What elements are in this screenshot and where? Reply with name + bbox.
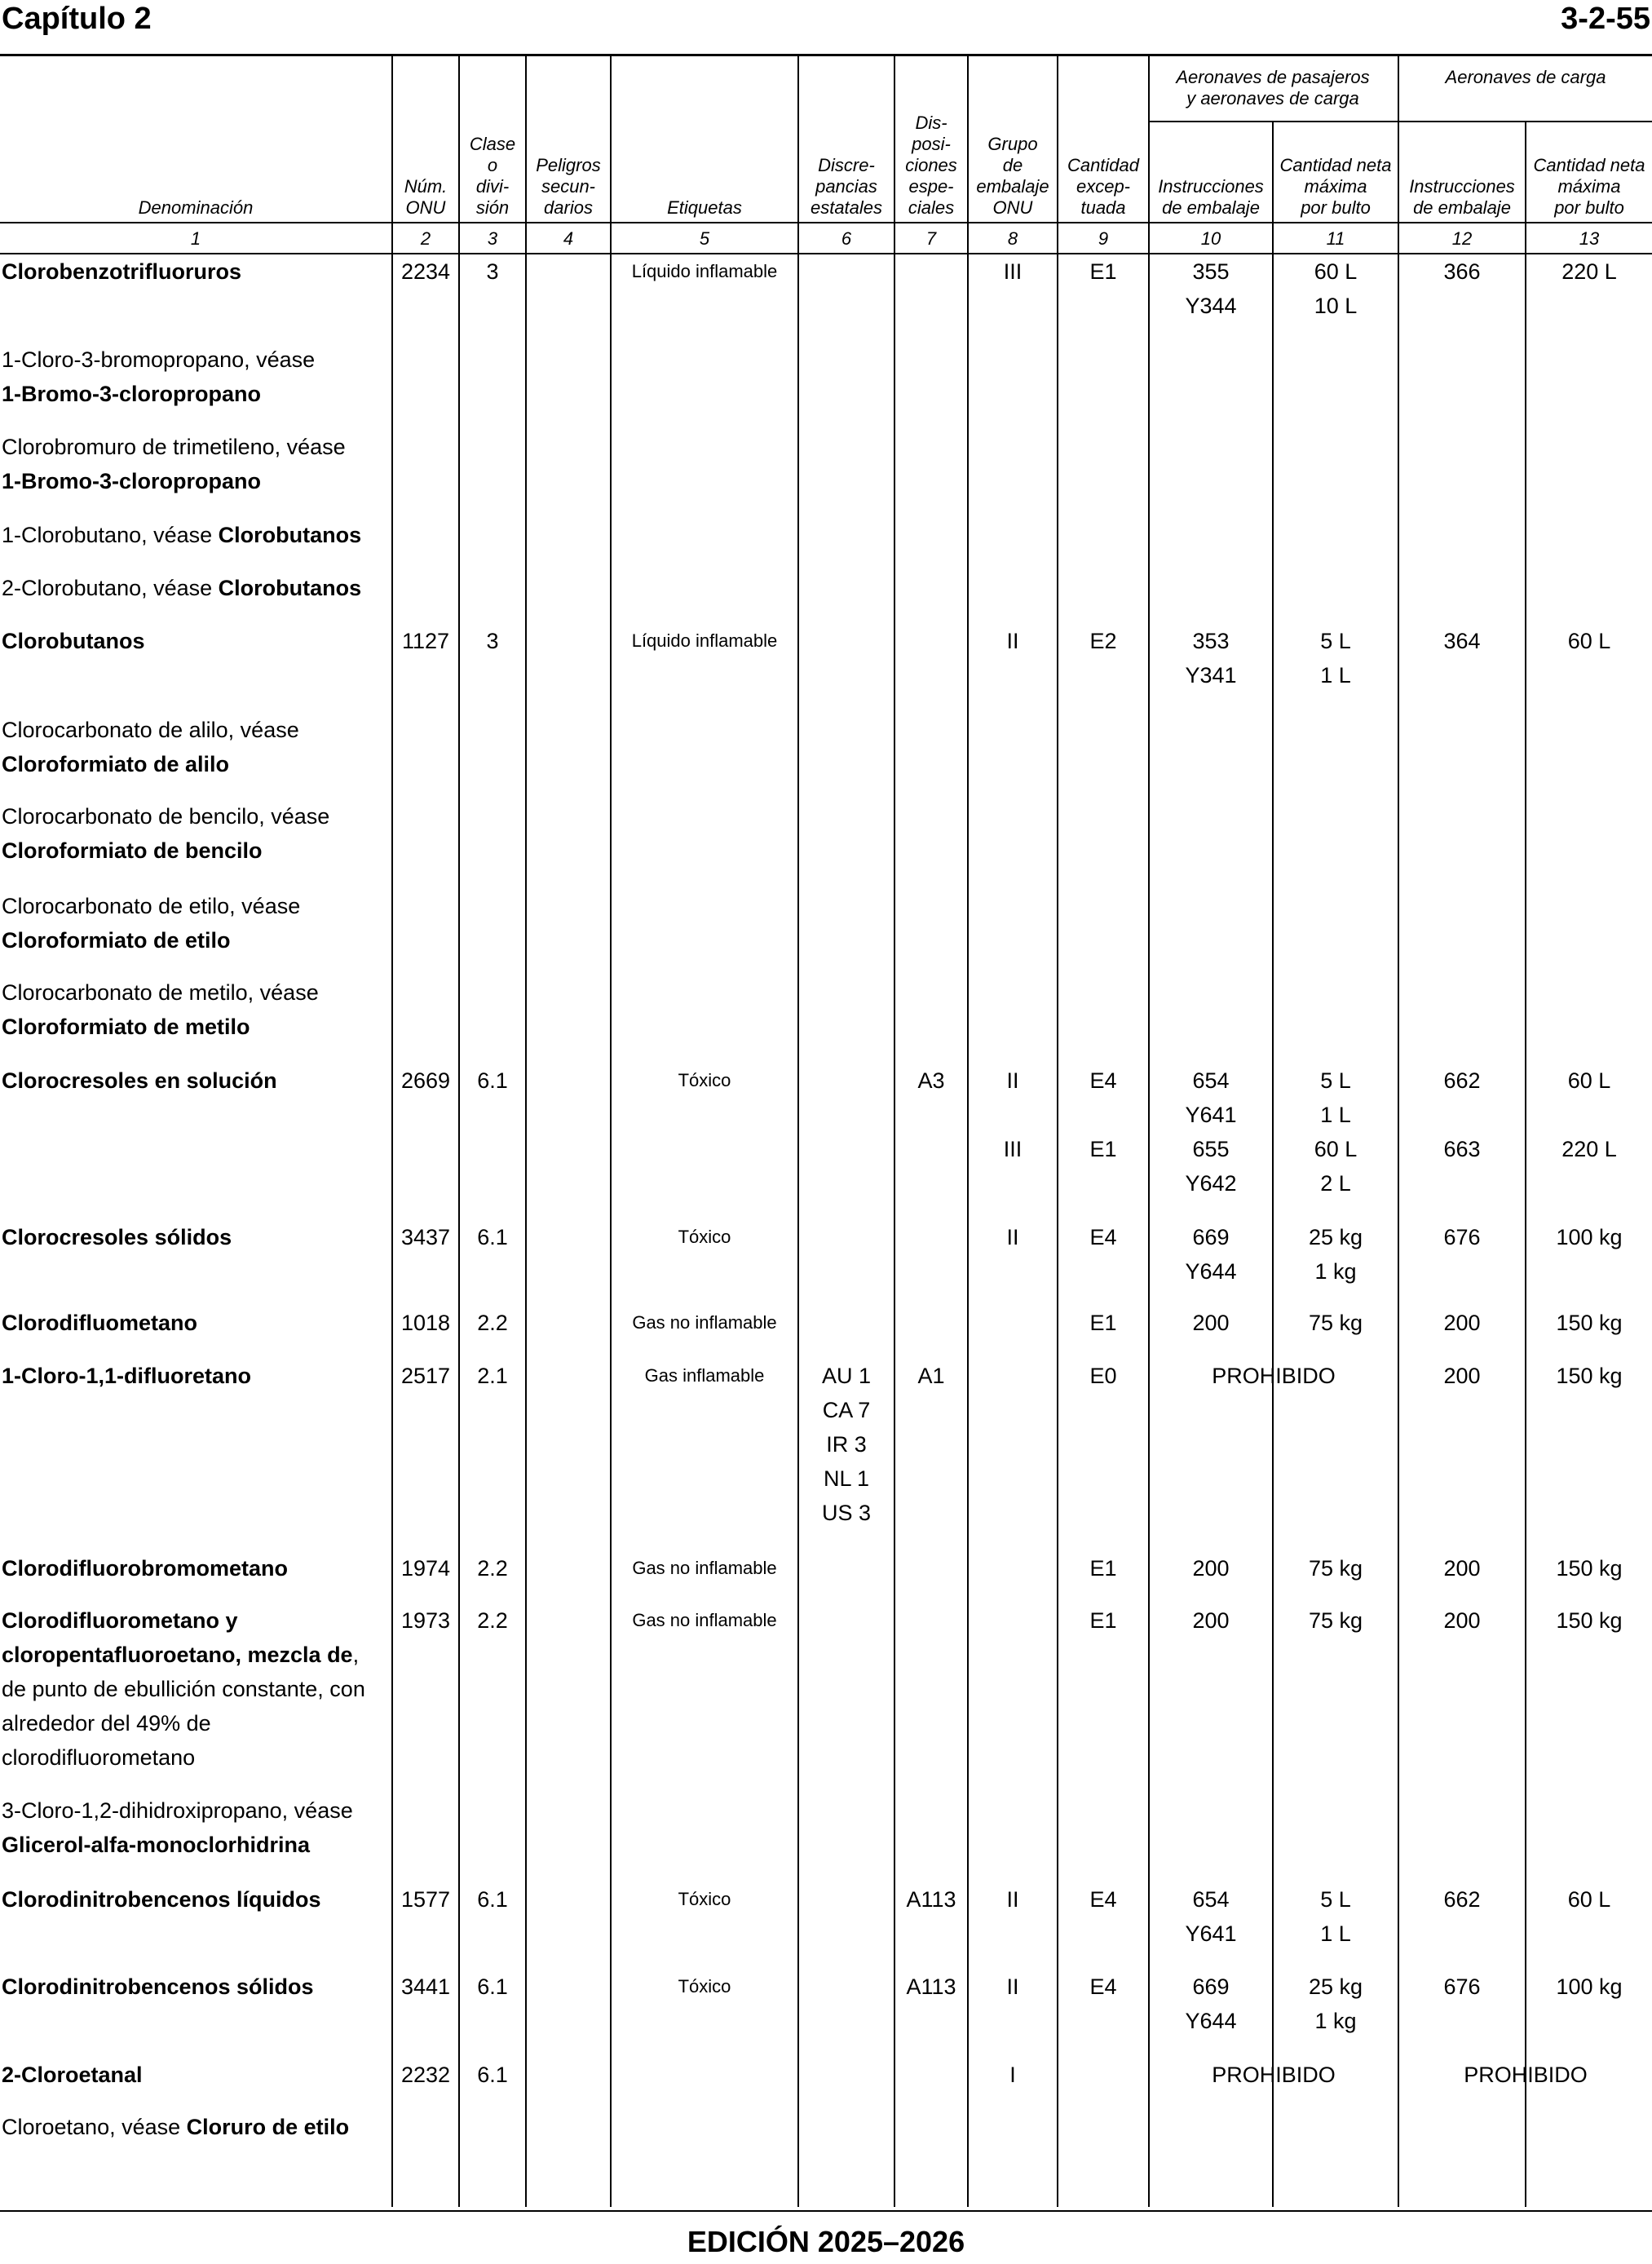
pi-pax: Y641 (1185, 1103, 1237, 1127)
pi-pax: Y641 (1185, 1921, 1237, 1946)
entry-name: Clorocresoles sólidos (2, 1225, 232, 1249)
entry-name: 2-Cloroetanal (2, 2063, 143, 2087)
excepted-qty: E1 (1089, 1556, 1117, 1581)
group-pax-cargo: Aeronaves de pasajeros y aeronaves de carga (1176, 67, 1370, 108)
cross-ref-target: Cloroformiato de etilo (2, 928, 231, 953)
qty-pax: 10 L (1314, 294, 1358, 318)
qty-cargo: 100 kg (1556, 1225, 1623, 1249)
cross-ref: Clorobromuro de trimetileno, véase (2, 435, 346, 459)
qty-cargo: 150 kg (1556, 1556, 1623, 1581)
qty-pax: 75 kg (1308, 1608, 1363, 1633)
pi-cargo: 662 (1443, 1887, 1481, 1912)
packing-group: III (1003, 1137, 1023, 1161)
cross-ref-target: Cloroformiato de bencilo (2, 838, 263, 863)
qty-pax: 25 kg (1308, 1974, 1363, 1999)
col-number: 5 (699, 228, 710, 249)
qty-pax: 1 kg (1314, 1259, 1357, 1284)
forbidden-pax: PROHIBIDO (1212, 2063, 1336, 2087)
cross-ref: 1-Cloro-3-bromopropano, véase (2, 347, 316, 372)
cross-ref-target: 1-Bromo-3-cloropropano (2, 469, 262, 493)
cross-ref-target: 1-Bromo-3-cloropropano (2, 382, 262, 406)
qty-pax: 5 L (1320, 629, 1351, 653)
pi-cargo: 663 (1443, 1137, 1481, 1161)
cross-ref-target: Cloroformiato de metilo (2, 1015, 250, 1039)
label: Gas no inflamable (632, 1610, 777, 1630)
qty-pax: 1 L (1320, 1103, 1351, 1127)
col-header-cantidad-exceptuada: Cantidad excep- tuada (1067, 155, 1140, 218)
packing-group: II (1006, 1068, 1019, 1093)
class: 6.1 (477, 1068, 508, 1093)
pi-cargo: 662 (1443, 1068, 1481, 1093)
col-header-discrepancias: Discre- pancias estatales (810, 155, 883, 218)
pi-pax: Y644 (1185, 1259, 1237, 1284)
qty-cargo: 60 L (1567, 1887, 1611, 1912)
col-header-un: Núm. ONU (404, 176, 448, 218)
col-header-cantidad-pax: Cantidad neta máxima por bulto (1279, 155, 1392, 218)
page-header (0, 0, 1652, 56)
col-header-grupo: Grupo de embalaje ONU (976, 134, 1049, 218)
state-variation: NL 1 (823, 1466, 870, 1491)
entry-name: cloropentafluoroetano, mezcla de, (2, 1643, 360, 1667)
chapter-title: Capítulo 2 (2, 2, 152, 36)
label: Tóxico (678, 1227, 731, 1247)
excepted-qty: E4 (1089, 1068, 1117, 1093)
cross-ref: Cloroetano, véase Cloruro de etilo (2, 2115, 350, 2139)
pi-cargo: 200 (1443, 1311, 1481, 1335)
excepted-qty: E1 (1089, 1311, 1117, 1335)
entry-name: Clorodifluorometano y (2, 1608, 238, 1633)
qty-pax: 1 L (1320, 663, 1351, 688)
un-number: 2517 (400, 1364, 451, 1388)
class: 2.2 (477, 1556, 508, 1581)
packing-group: II (1006, 1225, 1019, 1249)
excepted-qty: E4 (1089, 1887, 1117, 1912)
col-number: 13 (1579, 228, 1600, 249)
pi-cargo: 366 (1443, 259, 1481, 284)
un-number: 1127 (401, 629, 450, 653)
page-number: 3-2-55 (1561, 2, 1650, 36)
entry-description: alrededor del 49% de (2, 1711, 211, 1736)
un-number: 1577 (400, 1887, 451, 1912)
col-header-cantidad-cargo: Cantidad neta máxima por bulto (1533, 155, 1645, 218)
un-number: 1974 (400, 1556, 451, 1581)
col-header-disposiciones: Dis- posi- ciones espe- ciales (905, 113, 957, 218)
excepted-qty: E2 (1089, 629, 1117, 653)
pi-pax: 669 (1192, 1225, 1230, 1249)
state-variation: AU 1 (821, 1364, 872, 1388)
excepted-qty: E0 (1089, 1364, 1117, 1388)
qty-pax: 1 kg (1314, 2009, 1357, 2033)
cross-ref-target: Glicerol-alfa-monoclorhidrina (2, 1833, 311, 1857)
col-number: 3 (487, 228, 498, 249)
packing-group: II (1006, 1974, 1019, 1999)
pi-cargo: 364 (1443, 629, 1481, 653)
entry-name: Clorodifluorobromometano (2, 1556, 288, 1581)
qty-cargo: 220 L (1561, 259, 1617, 284)
state-variation: IR 3 (826, 1432, 867, 1457)
packing-group: I (1009, 2063, 1016, 2087)
col-number: 9 (1098, 228, 1109, 249)
cross-ref: Clorocarbonato de bencilo, véase (2, 804, 330, 829)
pi-pax: 654 (1192, 1887, 1230, 1912)
qty-pax: 5 L (1320, 1887, 1351, 1912)
group-cargo: Aeronaves de carga (1445, 67, 1606, 87)
packing-group: III (1003, 259, 1023, 284)
entry-description: de punto de ebullición constante, con (2, 1677, 365, 1701)
class: 3 (486, 259, 499, 284)
col-number: 11 (1326, 228, 1345, 249)
qty-pax: 60 L (1314, 1137, 1358, 1161)
un-number: 3437 (400, 1225, 451, 1249)
col-number: 10 (1200, 228, 1221, 249)
cross-ref: Clorocarbonato de alilo, véase (2, 718, 299, 742)
col-number: 12 (1451, 228, 1473, 249)
pi-pax: 353 (1192, 629, 1230, 653)
col-line (797, 55, 799, 2207)
pi-cargo: 200 (1443, 1364, 1481, 1388)
un-number: 1973 (400, 1608, 451, 1633)
special-provision: A3 (917, 1068, 945, 1093)
class: 2.1 (477, 1364, 508, 1388)
label: Tóxico (678, 1889, 731, 1909)
class: 6.1 (477, 1225, 508, 1249)
qty-cargo: 100 kg (1556, 1974, 1623, 1999)
excepted-qty: E1 (1089, 259, 1117, 284)
qty-cargo: 150 kg (1556, 1311, 1623, 1335)
qty-pax: 25 kg (1308, 1225, 1363, 1249)
excepted-qty: E1 (1089, 1137, 1117, 1161)
label: Gas no inflamable (632, 1312, 777, 1333)
un-number: 2232 (400, 2063, 451, 2087)
special-provision: A1 (917, 1364, 945, 1388)
col-header-instrucciones-cargo: Instrucciones de embalaje (1409, 176, 1515, 218)
pi-pax: 200 (1192, 1556, 1230, 1581)
cross-ref: Clorocarbonato de etilo, véase (2, 894, 301, 918)
col-header-peligros: Peligros secun- darios (536, 155, 601, 218)
col-header-denominacion: Denominación (138, 197, 254, 218)
col-number: 2 (420, 228, 431, 249)
col-number: 4 (563, 228, 574, 249)
edition-footer: EDICIÓN 2025–2026 (687, 2225, 965, 2258)
packing-group: II (1006, 629, 1019, 653)
qty-pax: 5 L (1320, 1068, 1351, 1093)
qty-cargo: 220 L (1561, 1137, 1617, 1161)
forbidden-pax: PROHIBIDO (1212, 1364, 1336, 1388)
col-header-clase: Clase o divi- sión (469, 134, 516, 218)
entry-name: Clorodifluometano (2, 1311, 197, 1335)
pi-cargo: 200 (1443, 1556, 1481, 1581)
table-bottom-rule (0, 2210, 1652, 2212)
cross-ref: 3-Cloro-1,2-dihidroxipropano, véase (2, 1798, 353, 1823)
pi-pax: Y644 (1185, 2009, 1237, 2033)
special-provision: A113 (906, 1974, 956, 1999)
cross-ref-target: Cloroformiato de alilo (2, 752, 230, 776)
col-number: 1 (190, 228, 201, 249)
class: 6.1 (477, 1974, 508, 1999)
qty-pax: 60 L (1314, 259, 1358, 284)
pi-pax: Y341 (1185, 663, 1237, 688)
excepted-qty: E4 (1089, 1974, 1117, 1999)
excepted-qty: E1 (1089, 1608, 1117, 1633)
forbidden-cargo: PROHIBIDO (1464, 2063, 1588, 2087)
class: 3 (486, 629, 499, 653)
pi-pax: 200 (1192, 1311, 1230, 1335)
label: Tóxico (678, 1976, 731, 1996)
label: Gas no inflamable (632, 1558, 777, 1578)
qty-pax: 75 kg (1308, 1556, 1363, 1581)
class: 2.2 (477, 1311, 508, 1335)
un-number: 2669 (400, 1068, 451, 1093)
label: Líquido inflamable (631, 630, 778, 651)
pi-pax: 655 (1192, 1137, 1230, 1161)
label: Gas inflamable (644, 1365, 765, 1386)
qty-pax: 1 L (1320, 1921, 1351, 1946)
entry-name: Clorocresoles en solución (2, 1068, 277, 1093)
excepted-qty: E4 (1089, 1225, 1117, 1249)
qty-pax: 2 L (1320, 1171, 1351, 1196)
special-provision: A113 (906, 1887, 956, 1912)
un-number: 3441 (400, 1974, 451, 1999)
entry-name: Clorobutanos (2, 629, 145, 653)
qty-cargo: 60 L (1567, 1068, 1611, 1093)
entry-name: Clorodinitrobencenos sólidos (2, 1974, 314, 1999)
col-number: 8 (1007, 228, 1018, 249)
class: 6.1 (477, 1887, 508, 1912)
pi-pax: Y344 (1185, 294, 1237, 318)
un-number: 2234 (400, 259, 451, 284)
col-header-etiquetas: Etiquetas (667, 197, 742, 218)
pi-pax: 654 (1192, 1068, 1230, 1093)
col-number: 7 (925, 228, 937, 249)
state-variation: CA 7 (822, 1398, 871, 1422)
header-divider (0, 222, 1652, 223)
col-header-instrucciones-pax: Instrucciones de embalaje (1158, 176, 1264, 218)
qty-cargo: 60 L (1567, 629, 1611, 653)
cross-ref: 1-Clorobutano, véase Clorobutanos (2, 523, 362, 547)
pi-cargo: 200 (1443, 1608, 1481, 1633)
col-line (525, 55, 527, 2207)
packing-group: II (1006, 1887, 1019, 1912)
class: 2.2 (477, 1608, 508, 1633)
qty-cargo: 150 kg (1556, 1608, 1623, 1633)
qty-cargo: 150 kg (1556, 1364, 1623, 1388)
cross-ref: Clorocarbonato de metilo, véase (2, 980, 319, 1005)
pi-pax: Y642 (1185, 1171, 1237, 1196)
pi-cargo: 676 (1443, 1974, 1481, 1999)
pi-pax: 200 (1192, 1608, 1230, 1633)
pi-pax: 669 (1192, 1974, 1230, 1999)
state-variation: US 3 (821, 1501, 872, 1525)
label: Tóxico (678, 1070, 731, 1090)
pi-cargo: 676 (1443, 1225, 1481, 1249)
entry-description: clorodifluorometano (2, 1745, 196, 1770)
qty-pax: 75 kg (1308, 1311, 1363, 1335)
class: 6.1 (477, 2063, 508, 2087)
un-number: 1018 (400, 1311, 451, 1335)
entry-name: Clorobenzotrifluoruros (2, 259, 241, 284)
cross-ref: 2-Clorobutano, véase Clorobutanos (2, 576, 362, 600)
entry-name: 1-Cloro-1,1-difluoretano (2, 1364, 252, 1388)
col-number: 6 (841, 228, 852, 249)
label: Líquido inflamable (631, 261, 778, 281)
entry-name: Clorodinitrobencenos líquidos (2, 1887, 321, 1912)
pi-pax: 355 (1192, 259, 1230, 284)
